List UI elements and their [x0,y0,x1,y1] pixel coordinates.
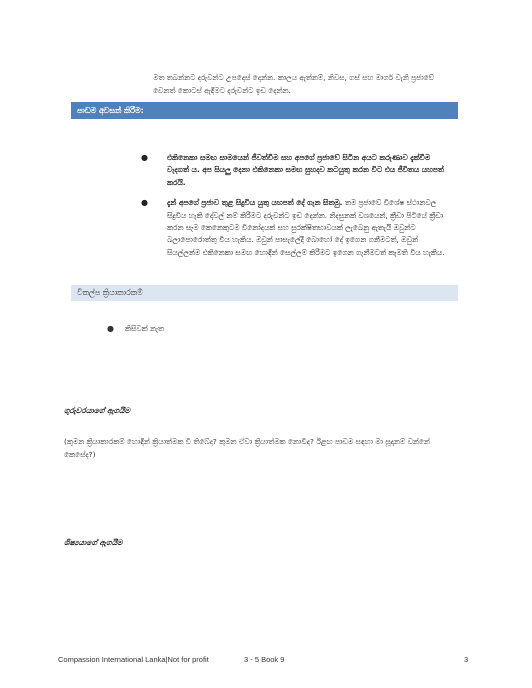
bullet-bold-text: දැන් අපගේ ප්‍රජාව තුළ සිදුවිය යුතු යහපත් දේ ගැන සිතමු. [167,198,343,208]
student-evaluation-heading: ශිෂ්‍යයාගේ ඇගයීම [64,538,123,547]
bullet-list [141,152,446,267]
section-heading-lesson-closing: පාඩම අවසන් කිරීම: [71,102,458,119]
optional-activity-text: කිසිවක් නැත [125,324,165,333]
bullet-bold-text: එකිනෙකා සමඟ සාමයෙන් ජීවත්වීම සහ අපගේ ප්‍රජාවේ සිටින අයට කරුණාව දැක්වීම වැදගත් ය. අප සියලු දෙනා එකිනෙකා සමඟ සුහදව කටයුතු කරන විට එය ජීවිතය යහපත් කරයි. [167,153,444,187]
bullet-dot-icon: ● [107,324,114,333]
list-item [141,197,446,259]
bullet-dot-icon: ● [141,198,148,208]
teacher-evaluation-heading: ගුරුවරයාගේ ඇගයීම [64,406,130,415]
footer-page-number: 3 [464,655,469,664]
list-item [141,152,446,189]
section-heading-optional-activities: විකල්ප ක්‍රියාකාරකම් [71,285,458,301]
bullet-dot-icon: ● [141,153,148,162]
bullet-text: තම ප්‍රජාවේ විශේෂ ස්ථානවල සිදුවිය හැකි දේවල් නම් කිරීමට දරුවන්ට ඉඩ දෙන්න. නිදසුනක් වශයෙන්, ක්‍රීඩා පිටියේ ක්‍රීඩා කරන සෑම කෙනෙකුටම විනෝදයක් සහ සුරක්ෂිතභාවයක් ලැබෙනු ඇතැයි ඔවුන්ට බලාපොරොත්තු විය හැකිය. ඔවුන් පාසැලේදී බොහෝ දේ ඉගෙන ගනීමටත්, ඔවුන් සියල්ලන්ම එකිනෙකා සමඟ හොඳින් සෙල්ලම් කිරීමට ඉගෙන ගැනීමටත් කැමති විය හැකිය. [167,198,445,257]
teacher-evaluation-text: (කුමන ක්‍රියාකාරකම් හොඳින් ක්‍රියාත්මක වී තිබේද? කුමන ඒවා ක්‍රියාත්මක නොවීද? ඊළඟ පාඩම සඳහා මා සූදානම් වන්නේ කෙසේද?) [64,437,430,459]
footer-organization: Compassion International Lanka|Not for profit [58,655,209,664]
footer-book: 3 - 5 Book 9 [244,655,285,664]
optional-activity-item [107,323,325,335]
intro-paragraph: මත තබන්නට දරුවන්ට උපදෙස් දෙන්න. කාලය ඇත්නම්, නිවස, ගස් සහ මාර්ග වැනි ප්‍රජාවේ වෙනත් කොටස් ඇඳීමට දරුවන්ට ඉඩ දෙන්න. [153,73,434,95]
